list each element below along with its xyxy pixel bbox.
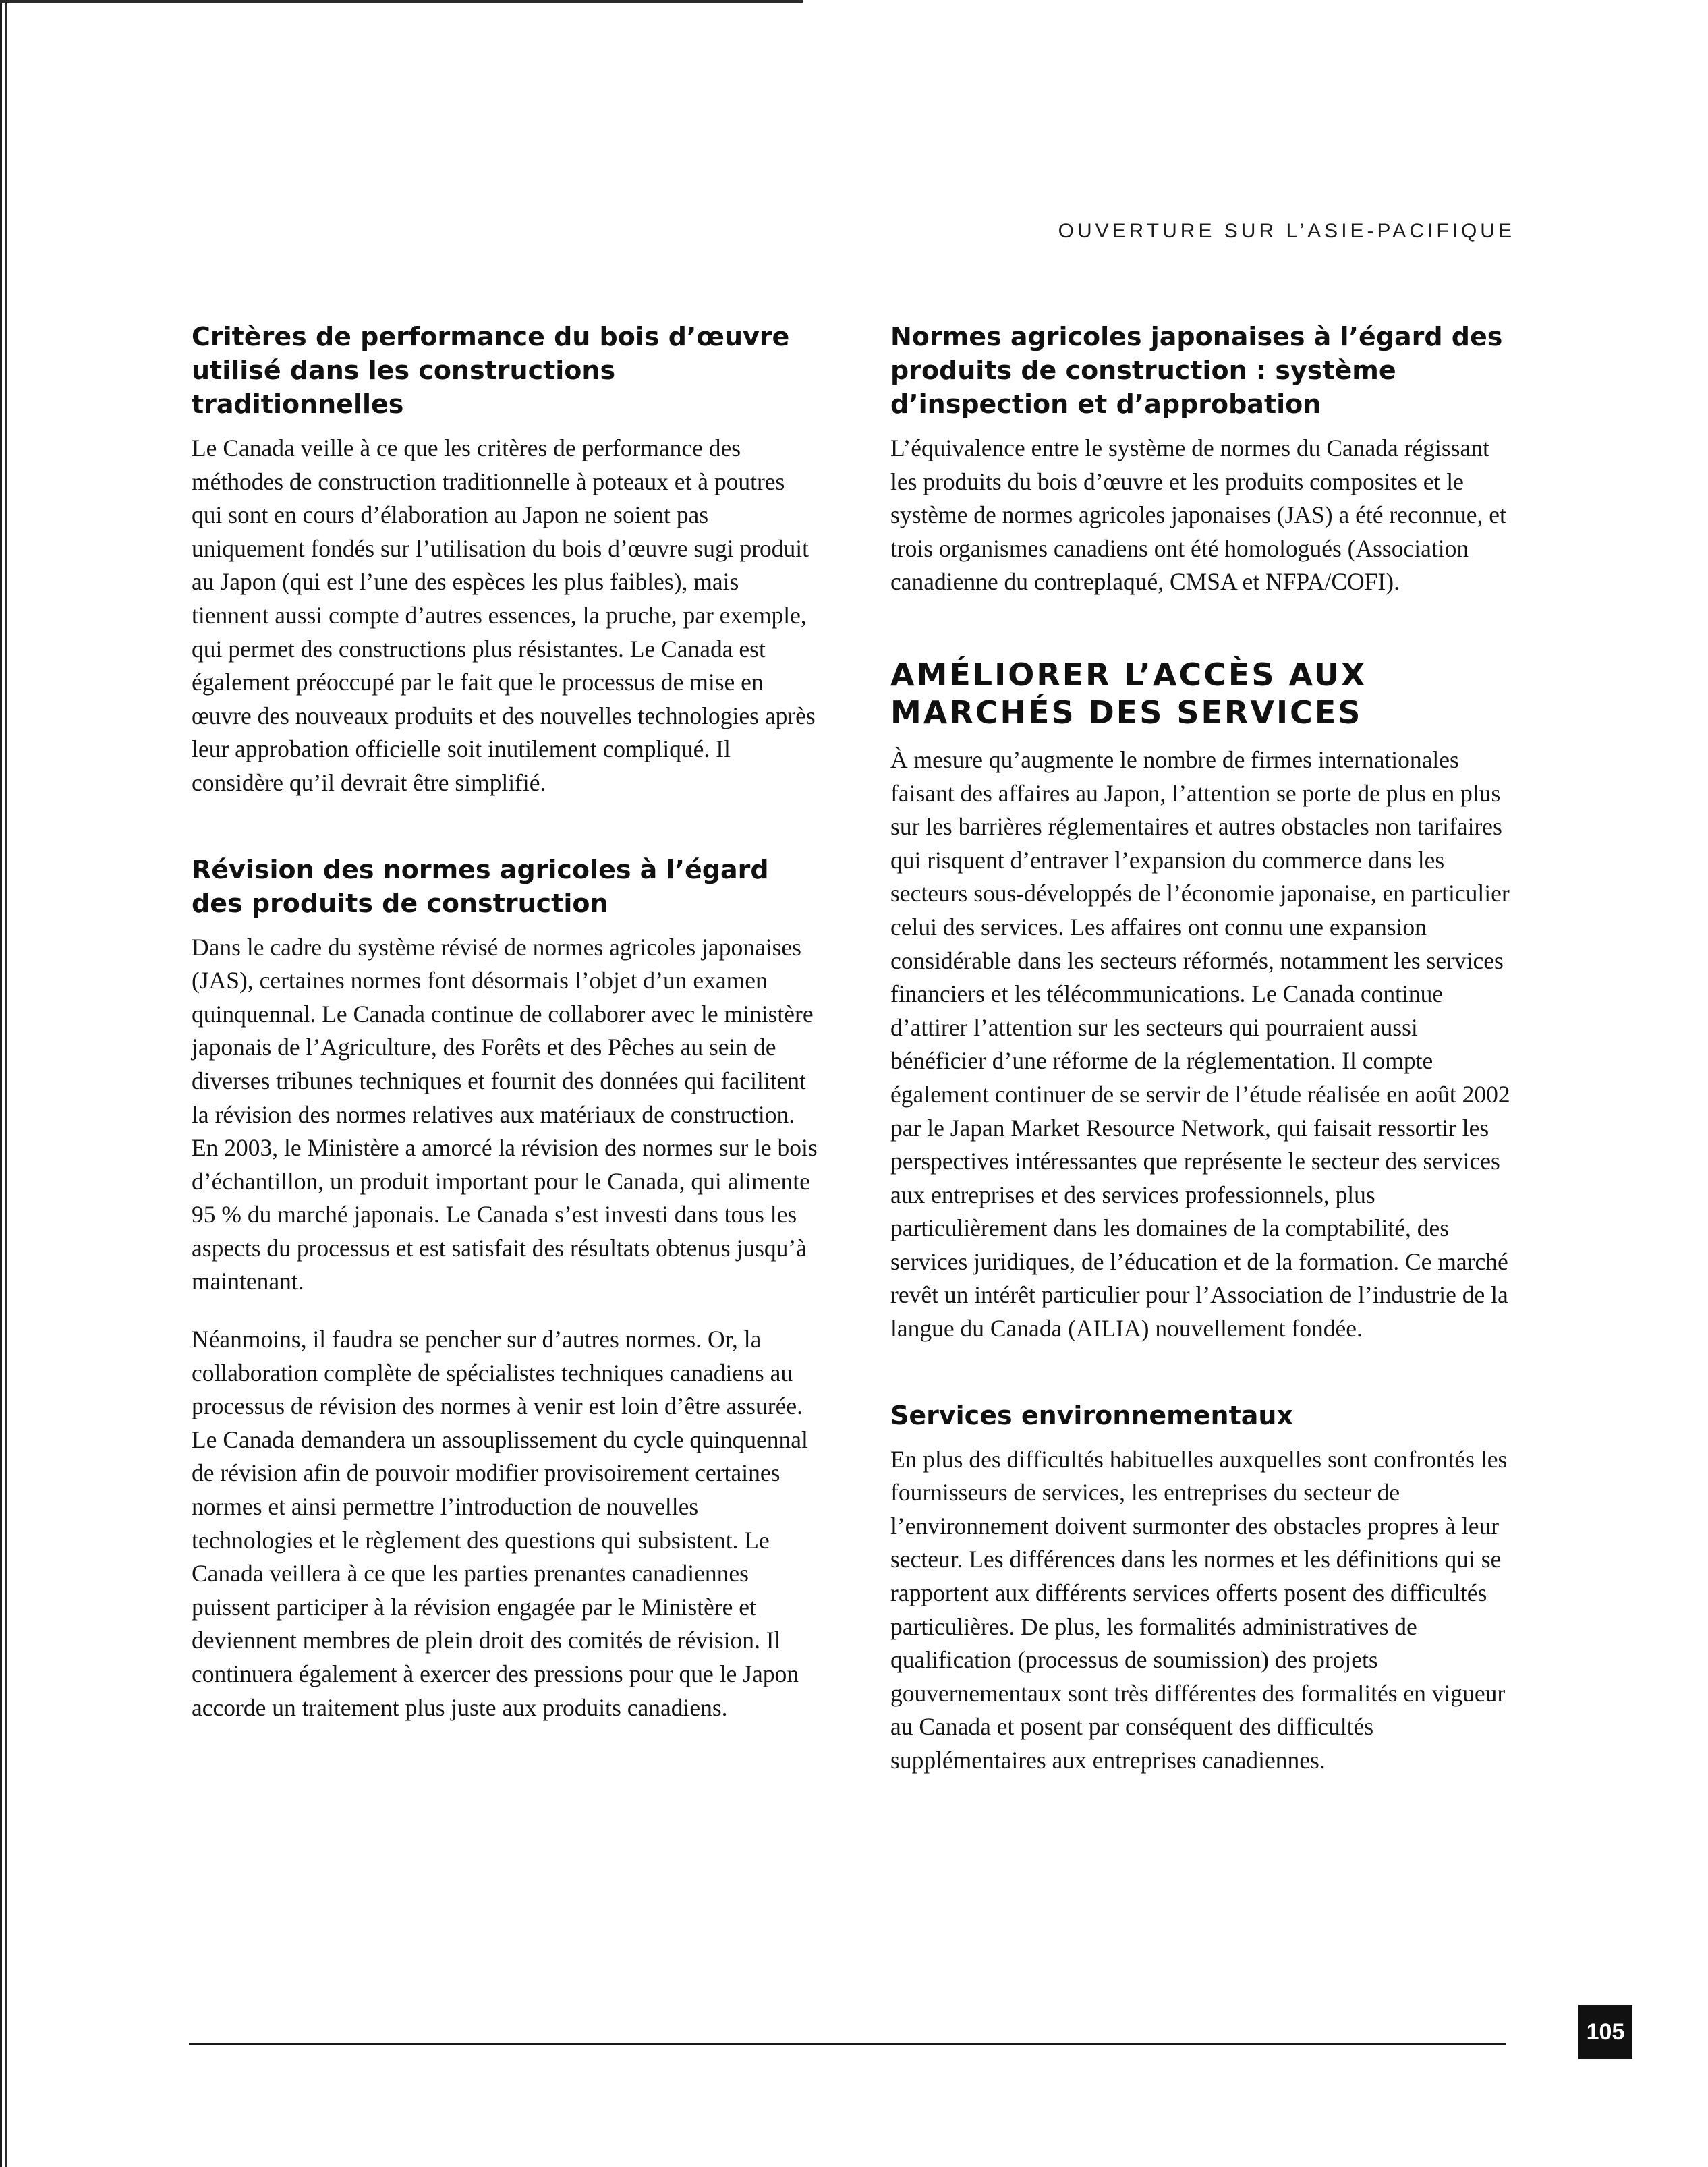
- section-heading-jas-inspection: Normes agricoles japonaises à l’égard des produits de construction : système d’inspection et d’approbation: [890, 322, 1503, 419]
- running-header-title: OUVERTURE SUR L’ASIE-PACIFIQUE: [1058, 220, 1515, 242]
- page-edge-scan-border: [0, 0, 8, 2167]
- page-number: 105: [1578, 2005, 1632, 2059]
- paragraph-jas-inspection: L’équivalence entre le système de normes du Canada régissant les produits du bois d’œuvre et les produits composites et le système de normes agricoles japonaises (JAS) a été reconnue, et trois organismes canadiens ont été homologués (Association canadienne du contreplaqué, CMSA et NFPA/COFI).: [890, 434, 1506, 596]
- right-column: [890, 320, 1515, 1778]
- footer-rule: [189, 2043, 1506, 2045]
- paragraph-performance-criteria: Le Canada veille à ce que les critères de performance des méthodes de construction traditionnelle à poteaux et à poutres qui sont en cours d’élaboration au Japon ne soient pas uniquement fondés sur l’utilisation du bois d’œuvre sugi produit au Japon (qui est l’une des espèces les plus faibles), mais tiennent aussi compte d’autres essences, la pruche, par exemple, qui permet des constructions plus résistantes. Le Canada est également préoccupé par le fait que le processus de mise en œuvre des nouveaux produits et des nouvelles technologies après leur approbation officielle soit inutilement compliqué. Il considère qu’il devrait être simplifié.: [192, 434, 816, 796]
- paragraph-jas-revision-2: Néanmoins, il faudra se pencher sur d’autres normes. Or, la collaboration complète de spécialistes techniques canadiens au processus de révision des normes à venir est loin d’être assurée. Le Canada demandera un assouplissement du cycle quinquennal de révision afin de pouvoir modifier provisoirement certaines normes et ainsi permettre l’introduction de nouvelles technologies et le règlement des questions qui subsistent. Le Canada veillera à ce que les parties prenantes canadiennes puissent participer à la révision engagée par le Ministère et deviennent membres de plein droit des comités de révision. Il continuera également à exercer des pressions pour que le Japon accorde un traitement plus juste aux produits canadiens.: [192, 1326, 808, 1721]
- paragraph-jas-revision-1: Dans le cadre du système révisé de normes agricoles japonaises (JAS), certaines normes font désormais l’objet d’un examen quinquennal. Le Canada continue de collaborer avec le ministère japonais de l’Agriculture, des Forêts et des Pêches au sein de diverses tribunes techniques et fournit des données qui facilitent la révision des normes relatives aux matériaux de construction. En 2003, le Ministère a amorcé la révision des normes sur le bois d’échantillon, un produit important pour le Canada, qui alimente 95 % du marché japonais. Le Canada s’est investi dans tous les aspects du processus et est satisfait des résultats obtenus jusqu’à maintenant.: [192, 933, 818, 1295]
- section-heading-environmental-services: Services environnementaux: [890, 1400, 1293, 1430]
- section-heading-jas-revision: Révision des normes agricoles à l’égard des produits de construction: [192, 854, 769, 918]
- left-column: [192, 320, 819, 1724]
- paragraph-services-market-access: À mesure qu’augmente le nombre de firmes internationales faisant des affaires au Japon, l’attention se porte de plus en plus sur les barrières réglementaires et autres obstacles non tarifaires qui risquent d’entraver l’expansion du commerce dans les secteurs sous-développés de l’économie japonaise, en particulier celui des services. Les affaires ont connu une expansion considérable dans les secteurs réformés, notamment les services financiers et les télécommunications. Le Canada continue d’attirer l’attention sur les secteurs qui pourraient aussi bénéficier d’une réforme de la réglementation. Il compte également continuer de se servir de l’étude réalisée en août 2002 par le Japan Market Resource Network, qui faisait ressortir les perspectives intéressantes que représente le secteur des services aux entreprises et des services professionnels, plus particulièrement dans les domaines de la comptabilité, des services juridiques, de l’éducation et de la formation. Ce marché revêt un intérêt particulier pour l’Association de l’industrie de la langue du Canada (AILIA) nouvellement fondée.: [890, 745, 1510, 1343]
- section-heading-performance-criteria: Critères de performance du bois d’œuvre utilisé dans les constructions traditionnelles: [192, 322, 790, 419]
- page-top-rule: [0, 0, 803, 3]
- section-title-services-market-access: AMÉLIORER L’ACCÈS AUX MARCHÉS DES SERVICES: [890, 656, 1367, 731]
- paragraph-environmental-services: En plus des difficultés habituelles auxquelles sont confrontés les fournisseurs de services, les entreprises du secteur de l’environnement doivent surmonter des obstacles propres à leur secteur. Les différences dans les normes et les définitions qui se rapportent aux différents services offerts posent des difficultés particulières. De plus, les formalités administratives de qualification (processus de soumission) des projets gouvernementaux sont très différentes des formalités en vigueur au Canada et posent par conséquent des difficultés supplémentaires aux entreprises canadiennes.: [890, 1445, 1508, 1774]
